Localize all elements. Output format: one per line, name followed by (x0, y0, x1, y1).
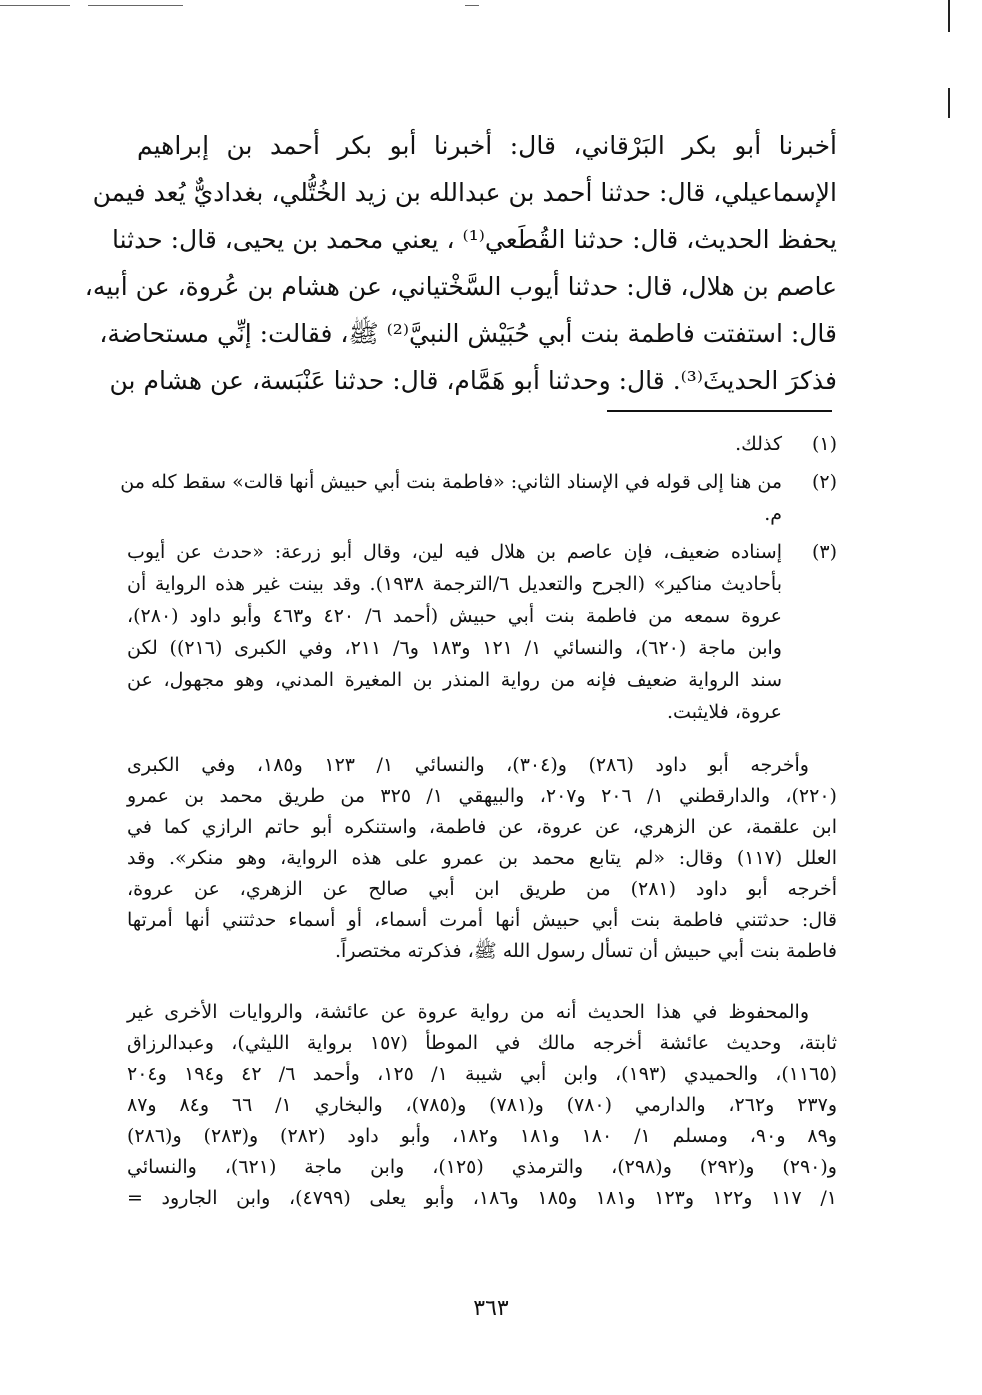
footnote-line: إسناده ضعيف، فإن عاصم بن هلال فيه لين، وقال أبو زرعة: «حدث عن أيوب (127, 541, 782, 563)
footnote-line: بأحاديث مناكير» (الجرح والتعديل ٦/الترجمة ١٩٣٨). وقد بينت غير هذه الرواية أن (127, 573, 782, 595)
footnote-line: سند الرواية ضعيف فإنه من رواية المنذر بن المغيرة المدني، وهو مجهول، عن (127, 669, 782, 691)
paragraph-line: وأخرجه أبو داود (٢٨٦) و(٣٠٤)، والنسائي ١/ ١٢٣ و١٨٥، وفي الكبرى (127, 754, 809, 776)
paragraph-line: فاطمة بنت أبي حبيش أن تسأل رسول الله ﷺ، فذكرته مختصراً. (335, 940, 837, 962)
footnote-paragraph (127, 997, 837, 1214)
text-line: عاصم بن هلال، قال: حدثنا أيوب السَّخْتياني، عن هشام بن عُروة، عن أبيه، (84, 272, 837, 301)
text-line: يحفظ الحديث، قال: حدثنا القُطَعي⁽¹⁾ ، يعني محمد بن يحيى، قال: حدثنا (111, 225, 837, 254)
paragraph-line: العلل (١١٧) وقال: «لم يتابع محمد بن عمرو على هذه الرواية، وهو منكر». وقد (127, 847, 837, 869)
footnote-paragraph (127, 750, 837, 967)
footnote-number: (١) (811, 433, 837, 455)
paragraph-line: و٨٩ و٩٠، ومسلم ١/ ١٨٠ و١٨١ و١٨٢، وأبو داود (٢٨٢) و(٢٨٣) و(٢٨٦) (127, 1125, 837, 1147)
footnote-number: (٣) (811, 541, 837, 563)
page-number: ٣٦٣ (473, 1296, 509, 1321)
footnote-line: وابن ماجة (٦٢٠)، والنسائي ١/ ١٢١ و١٨٣ و٦/ ٢١١، وفي الكبرى (٢١٦)) لكن (127, 637, 782, 659)
paragraph-line: قال: حدثتني فاطمة بنت أبي حبيش أنها أمرت أسماء، أو أسماء حدثتني أنها أمرتها (127, 909, 837, 931)
text-line: الإسماعيلي، قال: حدثنا أحمد بن عبدالله بن زيد الخُتُّلي، بغداديٌّ يُعد فيمن (92, 178, 837, 207)
footnote-line: م. (764, 503, 782, 525)
text-line: أخبرنا أبو بكر البَرْقاني، قال: أخبرنا أبو بكر أحمد بن إبراهيم (137, 131, 837, 160)
paragraph-line: و(٢٩٠) و(٢٩٢) و(٢٩٨)، والترمذي (١٢٥)، وابن ماجة (٦٢١)، والنسائي (127, 1156, 837, 1178)
footnote-line: من هنا إلى قوله في الإسناد الثاني: «فاطمة بنت أبي حبيش أنها قالت» سقط كله من (120, 471, 782, 493)
footnote (127, 536, 837, 728)
footnote-line: عروة سمعه من فاطمة بنت أبي حبيش (أحمد ٦/ ٤٢٠ و٤٦٣ وأبو داود (٢٨٠)، (127, 605, 783, 627)
footnote-separator (607, 410, 832, 412)
footnote-line: كذلك. (735, 433, 782, 455)
paragraph-line: و٢٣٧ و٢٦٢، والدارمي (٧٨٠) و(٧٨١) و(٧٨٥)، والبخاري ١/ ٦٦ و٨٤ و٨٧ (127, 1094, 837, 1116)
paragraph-line: أخرجه أبو داود (٢٨١) من طريق ابن أبي صالح عن الزهري، عن عروة، (127, 878, 837, 900)
main-text (84, 122, 837, 404)
scan-edge-mark (948, 88, 950, 118)
scan-top-line (0, 5, 70, 6)
paragraph-line: (١١٦٥)، والحميدي (١٩٣)، وابن أبي شيبة ١/ ١٢٥، وأحمد ٦/ ٤٢ و١٩٤ و٢٠٤ (127, 1063, 837, 1085)
text-line: فذكرَ الحديثَ⁽³⁾. قال: وحدثنا أبو هَمَّام، قال: حدثنا عَنْبَسة، عن هشام بن (109, 366, 837, 395)
scan-top-line (88, 5, 183, 6)
scan-edge-mark (948, 0, 950, 32)
paragraph-line: والمحفوظ في هذا الحديث أنه من رواية عروة عن عائشة، والروايات الأخرى غير (127, 1001, 809, 1023)
footnote-number: (٢) (811, 471, 837, 493)
paragraph-line: ثابتة، وحديث عائشة أخرجه مالك في الموطأ (١٥٧ برواية الليثي)، وعبدالرزاق (127, 1032, 837, 1054)
paragraph-line: ١/ ١١٧ و١٢٢ و١٢٣ و١٨١ و١٨٥ و١٨٦، وأبو يعلى (٤٧٩٩)، وابن الجارود = (127, 1187, 837, 1209)
text-line: قال: استفتت فاطمة بنت أبي حُبَيْش النبيَّ⁽²⁾ ﷺ، فقالت: إنِّي مستحاضة، (99, 319, 837, 348)
footnote (127, 428, 837, 460)
paragraph-line: ابن علقمة، عن الزهري، عن عروة، عن فاطمة، واستنكره أبو حاتم الرازي كما في (127, 816, 837, 838)
footnote-line: عروة، فلايثبت. (667, 701, 782, 723)
paragraph-line: (٢٢٠)، والدارقطني ١/ ٢٠٦ و٢٠٧، والبيهقي ١/ ٣٢٥ من طريق محمد بن عمرو (127, 785, 837, 807)
scan-top-line (465, 5, 479, 6)
footnote (120, 466, 837, 530)
